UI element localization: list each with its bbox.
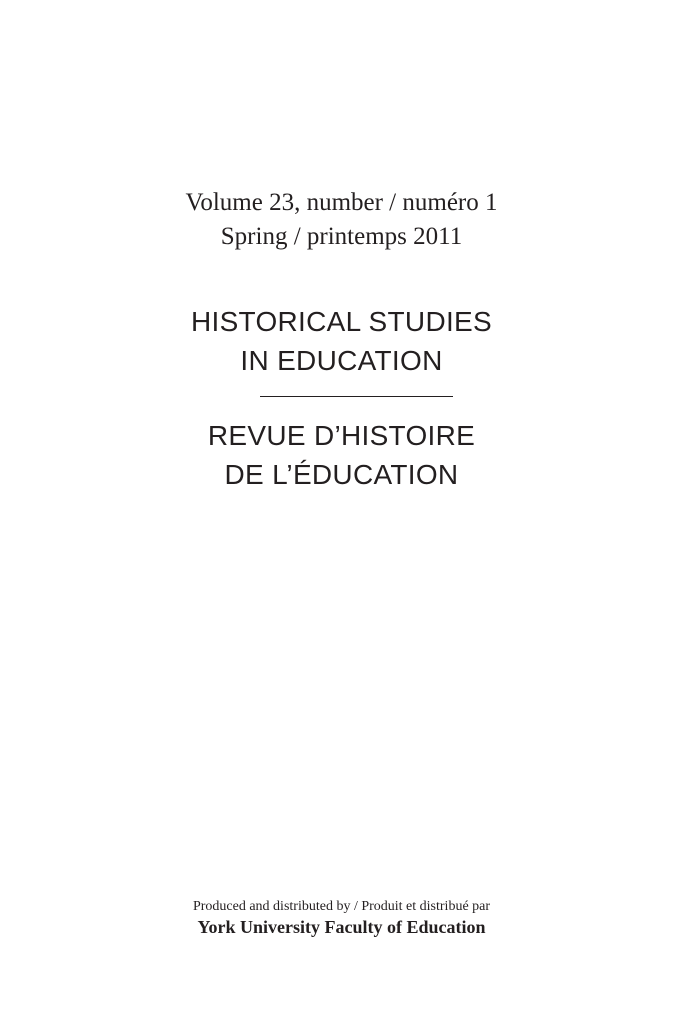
- title-french-line-1: REVUE D’HISTOIRE: [207, 420, 476, 451]
- title-divider: [260, 396, 453, 397]
- season-line: Spring / printemps 2011: [220, 223, 463, 250]
- publisher-block: [0, 898, 683, 938]
- title-french-line-2: DE L’ÉDUCATION: [224, 459, 459, 490]
- title-english-line-1: HISTORICAL STUDIES: [190, 306, 492, 337]
- title-english-line-2: IN EDUCATION: [240, 345, 443, 376]
- issue-info: [0, 186, 683, 254]
- journal-title-french: [0, 416, 683, 494]
- journal-title-english: [0, 302, 683, 380]
- publisher-name: York University Faculty of Education: [197, 917, 486, 937]
- publisher-credit: Produced and distributed by / Produit et distribué par: [192, 899, 491, 914]
- volume-line: Volume 23, number / numéro 1: [185, 189, 498, 216]
